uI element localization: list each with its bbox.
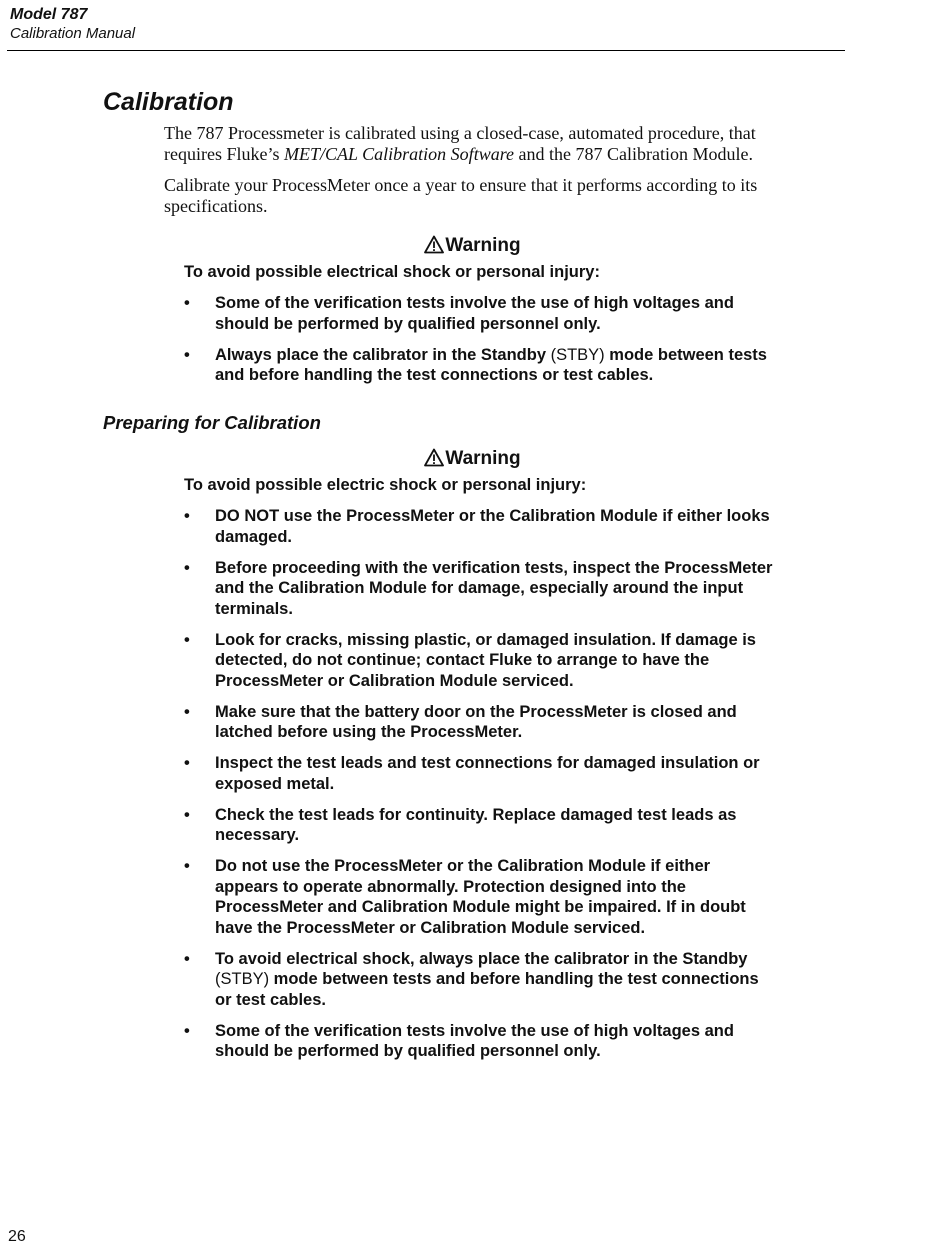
warning-heading-1 (0, 234, 945, 261)
list-item-text-pre: Always place the calibrator in the Standby (215, 345, 551, 364)
warning-1-list (184, 293, 774, 396)
warning-heading-2-text: Warning (445, 448, 521, 469)
list-item (184, 805, 774, 846)
bullet: • (184, 1021, 190, 1040)
list-item-text: Make sure that the battery door on the ProcessMeter is closed and latched before using the ProcessMeter. (215, 702, 737, 741)
list-item-text-post: mode between tests and before handling the test connections or test cables. (215, 970, 759, 1009)
warning-triangle-icon (424, 448, 444, 474)
list-item (184, 293, 774, 334)
list-item (184, 345, 774, 386)
list-item-text: Some of the verification tests involve the use of high voltages and should be performed by qualified personnel only. (215, 1021, 734, 1060)
section-title: Calibration (103, 88, 234, 116)
list-item (184, 856, 774, 938)
list-item (184, 702, 774, 743)
bullet: • (184, 558, 190, 577)
bullet: • (184, 294, 190, 312)
list-item-text: DO NOT use the ProcessMeter or the Calibration Module if either looks damaged. (215, 507, 770, 546)
list-item-text: Before proceeding with the verification tests, inspect the ProcessMeter and the Calibration Module for damage, especially around the input terminals. (215, 558, 773, 618)
list-item (184, 949, 774, 1011)
list-item (184, 1021, 774, 1062)
subsection-title: Preparing for Calibration (103, 412, 321, 433)
list-item-text: Do not use the ProcessMeter or the Calibration Module if either appears to operate abnormally. Protection designed into the ProcessMeter and Calibration Module might be impaired. If in doubt have the ProcessMeter or Calibration Module serviced. (215, 857, 746, 937)
intro-text-before: The 787 Processmeter is calibrated using a closed-case, automated procedure, that requires Fluke’s (164, 123, 756, 164)
bullet: • (184, 857, 190, 875)
bullet: • (184, 630, 190, 649)
warning-triangle-icon (424, 235, 444, 261)
list-item (184, 630, 774, 692)
intro-paragraph (164, 123, 804, 165)
stby-mode-label: (STBY) (550, 345, 605, 364)
header-model: Model 787 (10, 6, 88, 23)
list-item-text-pre: To avoid electrical shock, always place the calibrator in the Standby (215, 949, 748, 968)
intro-software-name: MET/CAL Calibration Software (283, 144, 515, 164)
list-item (184, 753, 774, 794)
warning-heading-2 (0, 447, 945, 474)
bullet: • (184, 754, 190, 772)
warning-2-list (184, 506, 774, 1072)
calibration-interval-paragraph: Calibrate your ProcessMeter once a year to ensure that it performs according to its specifications. (164, 175, 758, 216)
list-item (184, 506, 774, 547)
bullet: • (184, 805, 190, 824)
stby-mode-label: (STBY) (215, 970, 270, 988)
page-header (10, 5, 845, 50)
intro-text-after: and the 787 Calibration Module. (514, 144, 753, 164)
bullet: • (184, 702, 190, 721)
list-item-text: Look for cracks, missing plastic, or damaged insulation. If damage is detected, do not continue; contact Fluke to arrange to have the ProcessMeter or Calibration Module serviced. (215, 630, 756, 690)
bullet: • (184, 345, 190, 364)
warning-heading-1-text: Warning (445, 235, 521, 256)
header-subtitle: Calibration Manual (10, 25, 136, 42)
page-number: 26 (8, 1228, 26, 1245)
header-divider (7, 50, 845, 51)
warning-1-intro: To avoid possible electrical shock or personal injury: (184, 263, 600, 281)
bullet: • (184, 507, 190, 525)
list-item-text: Inspect the test leads and test connections for damaged insulation or exposed metal. (215, 754, 760, 793)
list-item-text: Check the test leads for continuity. Replace damaged test leads as necessary. (215, 805, 737, 844)
bullet: • (184, 949, 190, 968)
list-item-text-post: mode between tests and before handling the test connections or test cables. (215, 345, 767, 384)
list-item-text: Some of the verification tests involve the use of high voltages and should be performed by qualified personnel only. (215, 294, 734, 333)
list-item (184, 558, 774, 620)
warning-2-intro: To avoid possible electric shock or personal injury: (184, 476, 587, 494)
